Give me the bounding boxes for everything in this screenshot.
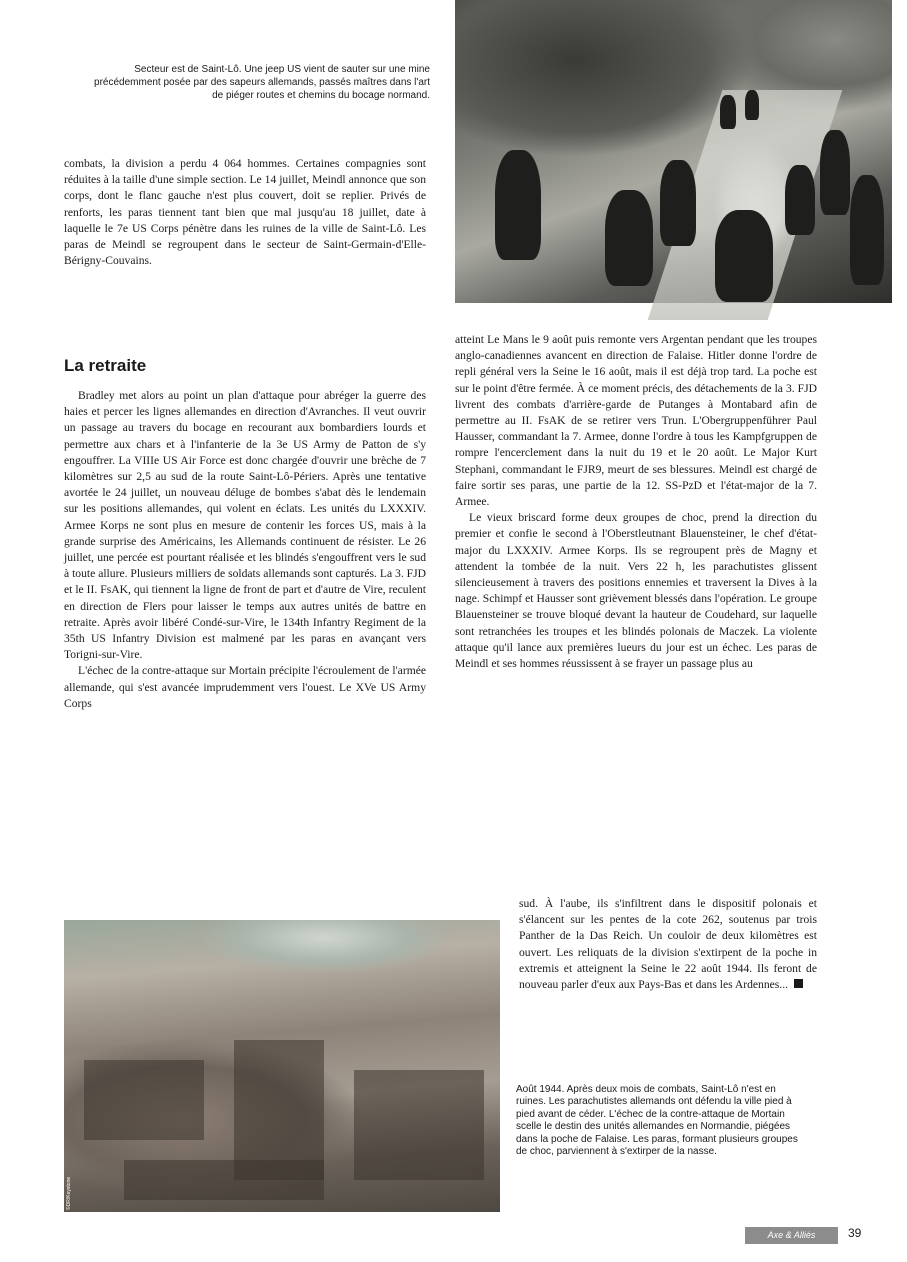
paragraph — [519, 896, 817, 993]
conclusion-text: sud. À l'aube, ils s'infiltrent dans le dispositif polonais et s'élancent sur les pentes de la cote 262, soutenus par trois Panther de la Das Reich. Un couloir de deux kilomètres est ouvert. Les reliquats de la division s'extirpent de la poche in extremis et atteignent la Seine le 22 août 1944. Ils feront de nouveau parler d'eux aux Pays-Bas et dans les Ardennes... — [519, 897, 817, 992]
right-column-body — [455, 332, 817, 672]
paragraph: atteint Le Mans le 9 août puis remonte vers Argentan pendant que les troupes anglo-canadiennes avancent en direction de Falaise. Hitler donne l'ordre de repli général vers la Seine le 16 août, mais il est déjà trop tard. La poche est sur le point d'être fermée. À ce moment précis, des détachements de la 3. FJD livrent des combats d'arrière-garde de Putanges à Montabard afin de permettre au II. FsAK de se retirer vers Trun. L'Obergruppenführer Paul Hausser, commandant la 7. Armee, donne l'ordre à tous les Kampfgruppen de rompre l'encerclement dans la nuit du 19 et le 20 août. Le Major Kurt Stephani, commandant le FJR9, meurt de ses blessures. Meindl est chargé de faire sortir ses paras, une partie de la 12. SS-PzD et l'état-major de la 7. Armee. — [455, 333, 817, 509]
paragraph: L'échec de la contre-attaque sur Mortain précipite l'écroulement de l'armée allemande, qui s'est avancée imprudemment vers l'ouest. Le XVe US Army Corps — [64, 664, 426, 710]
photo-credit-bottom: ©DR/Keystone — [66, 1176, 72, 1210]
end-of-article-square-icon — [794, 979, 803, 988]
top-photograph — [455, 0, 907, 303]
top-photo-caption: Secteur est de Saint-Lô. Une jeep US vient de sauter sur une mine précédemment posée par des sapeurs allemands, passés maîtres dans l'art de piéger routes et chemins du bocage normand. — [94, 64, 430, 101]
left-column-intro — [64, 156, 426, 269]
bottom-photo-caption: Août 1944. Après deux mois de combats, Saint-Lô n'est en ruines. Les parachutistes allemands ont défendu la ville pied à pied avant de céder. L'échec de la contre-attaque de Mortain scelle le destin des unités allemandes en Normandie, piégées dans la poche de Falaise. Les paras, formant plusieurs groupes de choc, parviennent à s'extirper de la nasse. — [516, 1084, 798, 1158]
page-number: 39 — [848, 1226, 862, 1240]
bottom-photograph — [64, 920, 500, 1212]
paragraph: Bradley met alors au point un plan d'attaque pour abréger la guerre des haies et percer les lignes allemandes en direction d'Avranches. Il veut ouvrir un passage au travers du bocage en recourant aux bombardiers lourds et permettre aux chars et à l'infanterie de la 3e US Army de Patton de s'y engouffrer. La VIIIe US Air Force est donc chargée d'ouvrir une brèche de 7 kilomètres sur 2,5 au sud de la route Saint-Lô-Périers. Après une tentative avortée le 24 juillet, un nouveau déluge de bombes s'abat dès le lendemain sur les positions allemandes, qui volent en éclats. Les unités du LXXXIV. Armee Korps ne sont plus en mesure de contenir les forces US, mais à la grande surprise des Américains, les Allemands continuent de résister. Le 26 juillet, une percée est pourtant réalisée et les blindés s'engouffrent vers le sud à toute allure. Plusieurs milliers de soldats allemands sont capturés. La 3. FJD et le II. FsAK, qui tiennent la ligne de front de part et d'autre de Vire, reculent en direction de Flers pour laisser le temps aux autres unités de battre en retraite. Après avoir libéré Condé-sur-Vire, le 134th Infantry Regiment de la 35th US Infantry Division est malmené par les paras en avançant vers Torigni-sur-Vire. — [64, 389, 426, 662]
left-column-body — [64, 388, 426, 712]
magazine-title-badge: Axe & Alliés — [745, 1227, 838, 1244]
paragraph: combats, la division a perdu 4 064 hommes. Certaines compagnies sont réduites à la taille d'une simple section. Le 14 juillet, Meindl annonce que son corps, dont le flanc gauche n'est plus couvert, doit se replier. Privés de renforts, les paras tiennent tant bien que mal jusqu'au 18 juillet, date à laquelle le 7e US Corps pénètre dans les ruines de la ville de Saint-Lô. Les paras de Meindl se regroupent dans le secteur de Saint-Germain-d'Elle-Bérigny-Couvains. — [64, 157, 426, 268]
photo-credit-top: ©DR/Signal Corps — [901, 259, 907, 300]
section-heading: La retraite — [64, 356, 147, 375]
paragraph: Le vieux briscard forme deux groupes de choc, prend la direction du premier et confie le second à l'Oberstleutnant Blauensteiner, le chef d'état-major du LXXXIV. Armee Korps. Ils se regroupent près de Magny et attendent la tombée de la nuit. Vers 22 h, les parachutistes glissent silencieusement à travers des positions ennemies et traversent la Dives à la nage. Schimpf et Hausser sont grièvement blessés dans l'opération. Le groupe Blauensteiner se trouve bloqué devant la hauteur de Coudehard, sur laquelle sont retranchées les troupes et les blindés polonais de Maczek. La violente attaque qu'il lance aux premières lueurs du jour est un échec. Les paras de Meindl et ses hommes réussissent à se frayer un passage plus au — [455, 511, 817, 671]
right-column-conclusion — [519, 896, 817, 993]
